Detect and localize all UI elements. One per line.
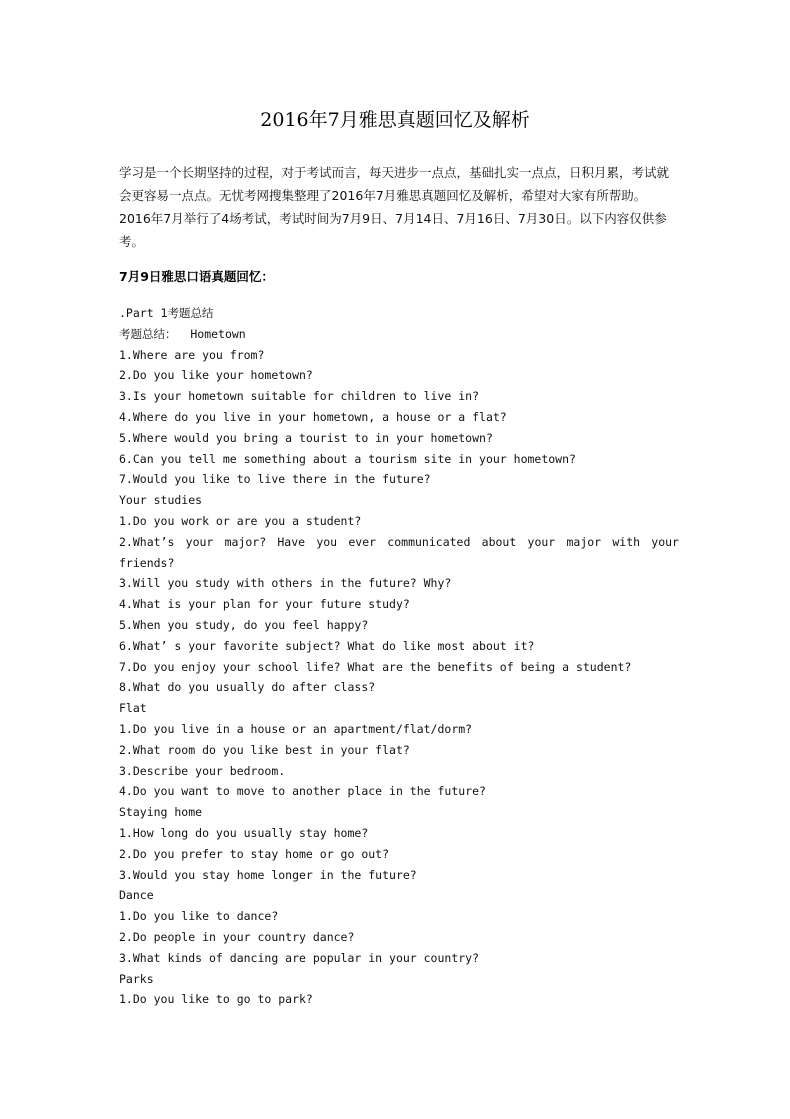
question-line: 2.Do you like your hometown? <box>119 368 313 383</box>
section-heading: 7月9日雅思口语真题回忆： <box>119 269 274 284</box>
topic-heading: Parks <box>119 971 154 986</box>
topic-heading: Your studies <box>119 493 203 508</box>
question-line: 2.What’s your major? Have you ever communicated about your major with your <box>119 534 679 549</box>
question-line: 5.Where would you bring a tourist to in your hometown? <box>119 430 493 445</box>
question-line: 1.Do you like to dance? <box>119 909 279 924</box>
question-line: 6.What’ s your favorite subject? What do like most about it? <box>119 638 535 653</box>
intro-paragraph: 学习是一个长期坚持的过程，对于考试而言，每天进步一点点，基础扎实一点点，日积月累，考试就会更容易一点点。无忧考网搜集整理了2016年7月雅思真题回忆及解析，希望对大家有所帮助。2016年7月举行了4场考试，考试时间为7月9日、7月14日、7月16日、7月30日。以下内容仅供参考。 <box>119 165 670 249</box>
question-line: 7.Do you enjoy your school life? What are the benefits of being a student? <box>119 659 632 674</box>
question-line: 3.Is your hometown suitable for children to live in? <box>119 389 480 404</box>
topic-summary: 考题总结： Hometown <box>119 326 246 341</box>
question-line: 6.Can you tell me something about a tourism site in your hometown? <box>119 451 576 466</box>
question-line: 1.Do you work or are you a student? <box>119 513 362 528</box>
question-line: 2.What room do you like best in your flat? <box>119 742 410 757</box>
topic-heading: Flat <box>119 701 147 716</box>
question-line: 3.Describe your bedroom. <box>119 763 286 778</box>
question-line: 1.Where are you from? <box>119 347 265 362</box>
question-line: 1.Do you live in a house or an apartment/flat/dorm? <box>119 721 473 736</box>
question-line-continued: friends? <box>119 555 175 570</box>
question-line: 1.How long do you usually stay home? <box>119 825 369 840</box>
question-line: 3.What kinds of dancing are popular in your country? <box>119 950 480 965</box>
question-line: 4.Do you want to move to another place in the future? <box>119 784 486 799</box>
question-line: 4.What is your plan for your future study? <box>119 597 410 612</box>
question-line: 5.When you study, do you feel happy? <box>119 617 369 632</box>
question-line: 2.Do people in your country dance? <box>119 929 355 944</box>
document-title: 2016年7月雅思真题回忆及解析 <box>260 109 530 131</box>
question-line: 3.Will you study with others in the future? Why? <box>119 576 452 591</box>
question-line: 2.Do you prefer to stay home or go out? <box>119 846 390 861</box>
question-line: 4.Where do you live in your hometown, a house or a flat? <box>119 409 507 424</box>
question-line: 7.Would you like to live there in the future? <box>119 472 431 487</box>
question-line: 1.Do you like to go to park? <box>119 992 313 1007</box>
topic-heading: Staying home <box>119 805 203 820</box>
topic-heading: Dance <box>119 888 154 903</box>
question-line: 3.Would you stay home longer in the future? <box>119 867 417 882</box>
question-list <box>119 303 679 1010</box>
part-heading: .Part 1考题总结 <box>119 306 214 320</box>
question-line: 8.What do you usually do after class? <box>119 680 376 695</box>
